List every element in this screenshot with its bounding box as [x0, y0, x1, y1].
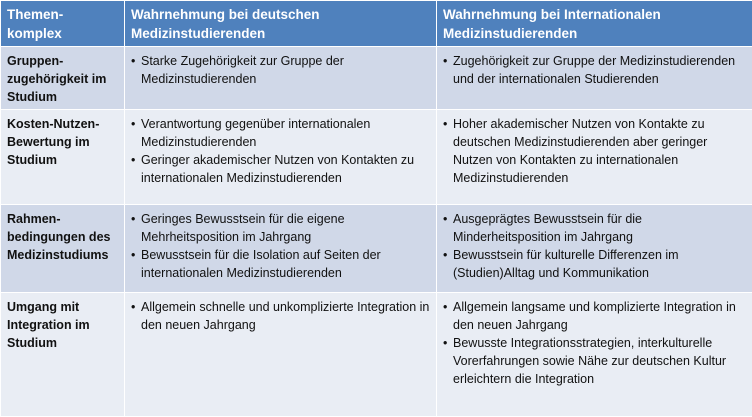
header-topic-label: Themen- komplex — [7, 7, 63, 41]
german-cell — [125, 205, 437, 293]
topic-cell — [1, 47, 125, 110]
topic-cell — [1, 293, 125, 417]
header-row — [1, 1, 752, 47]
bullet-list — [131, 52, 430, 88]
table-row — [1, 110, 752, 205]
bullet-item: • Starke Zugehörigkeit zur Gruppe der Medizinstudierenden — [131, 52, 430, 88]
international-cell — [437, 110, 752, 205]
bullet-item: • Verantwortung gegenüber internationalen Medizinstudierenden — [131, 115, 430, 151]
header-international — [437, 1, 752, 47]
bullet-item: • Ausgeprägtes Bewusstsein für die Minderheitsposition im Jahrgang — [443, 210, 746, 246]
table-body — [1, 47, 752, 417]
topic-cell — [1, 110, 125, 205]
bullet-list — [443, 115, 746, 187]
bullet-item: • Bewusstsein für die Isolation auf Seiten der internationalen Medizinstudierenden — [131, 246, 430, 282]
topic-label: Rahmen- bedingungen des Medizinstudiums — [7, 212, 110, 262]
bullet-item: • Bewusstsein für kulturelle Differenzen im (Studien)Alltag und Kommunikation — [443, 246, 746, 282]
header-german — [125, 1, 437, 47]
bullet-item: • Allgemein schnelle und unkomplizierte Integration in den neuen Jahrgang — [131, 298, 430, 334]
header-international-label: Wahrnehmung bei Internationalen Medizinstudierenden — [443, 7, 661, 41]
international-cell — [437, 205, 752, 293]
bullet-list — [131, 115, 430, 187]
bullet-list — [131, 298, 430, 334]
bullet-item: • Zugehörigkeit zur Gruppe der Medizinstudierenden und der internationalen Studierenden — [443, 52, 746, 88]
table-row — [1, 47, 752, 110]
international-cell — [437, 47, 752, 110]
bullet-item: • Allgemein langsame und komplizierte Integration in den neuen Jahrgang — [443, 298, 746, 334]
bullet-list — [443, 298, 746, 388]
table-header — [1, 1, 752, 47]
bullet-item: • Geringes Bewusstsein für die eigene Mehrheitsposition im Jahrgang — [131, 210, 430, 246]
table-row — [1, 293, 752, 417]
german-cell — [125, 47, 437, 110]
header-german-label: Wahrnehmung bei deutschen Medizinstudierenden — [131, 7, 320, 41]
bullet-list — [443, 52, 746, 88]
german-cell — [125, 293, 437, 417]
bullet-list — [443, 210, 746, 282]
header-topic — [1, 1, 125, 47]
topic-label: Gruppen- zugehörigkeit im Studium — [7, 54, 106, 104]
bullet-item: • Hoher akademischer Nutzen von Kontakte zu deutschen Medizinstudierenden aber geringer Nutzen von Kontakten zu internationalen Medizinstudierenden — [443, 115, 746, 187]
bullet-item: • Bewusste Integrationsstrategien, interkulturelle Vorerfahrungen sowie Nähe zur deutschen Kultur erleichtern die Integration — [443, 334, 746, 388]
bullet-list — [131, 210, 430, 282]
bullet-item: • Geringer akademischer Nutzen von Kontakten zu internationalen Medizinstudierenden — [131, 151, 430, 187]
topic-label: Umgang mit Integration im Studium — [7, 300, 90, 350]
topic-cell — [1, 205, 125, 293]
international-cell — [437, 293, 752, 417]
table-row — [1, 205, 752, 293]
german-cell — [125, 110, 437, 205]
topic-label: Kosten-Nutzen- Bewertung im Studium — [7, 117, 99, 167]
